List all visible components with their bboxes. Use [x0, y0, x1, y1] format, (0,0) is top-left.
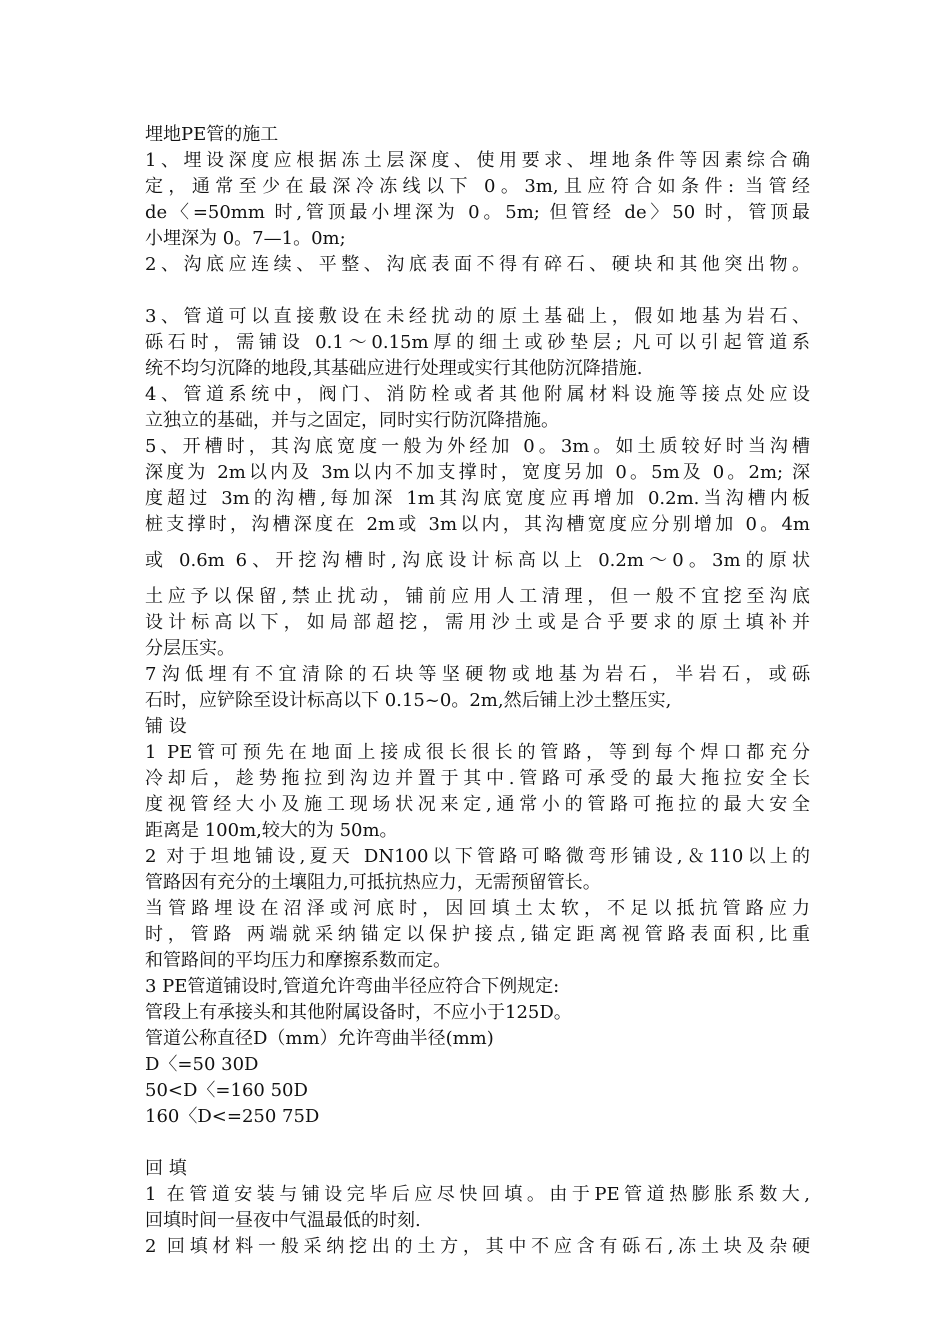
- paragraph-line: 立独立的基础，并与之固定，同时实行防沉降措施。: [145, 410, 559, 431]
- paragraph-line: de〈=50mm 时,管顶最小埋深为 0。5m; 但管经 de〉50 时，管顶最: [145, 202, 810, 223]
- paragraph-line: 1 在管道安装与铺设完毕后应尽快回填。由于PE管道热膨胀系数大,: [145, 1184, 810, 1205]
- paragraph-line: 50<D〈=160 50D: [145, 1080, 308, 1101]
- paragraph-line: 2、沟底应连续、平整、沟底表面不得有碎石、硬块和其他突出物。: [145, 254, 810, 275]
- blank-line: [145, 278, 810, 304]
- document-title: 埋地PE管的施工: [145, 124, 279, 145]
- paragraph-5: [145, 434, 810, 538]
- paragraph-4: [145, 382, 810, 434]
- paragraph-line: 冷却后，趁势拖拉到沟边并置于其中.管路可承受的最大拖拉安全长: [145, 768, 810, 789]
- paragraph-line: 深度为 2m以内及 3m以内不加支撑时，宽度另加 0。5m及 0。2m; 深: [145, 462, 810, 483]
- paragraph-line: 3 PE管道铺设时,管道允许弯曲半径应符合下例规定:: [145, 976, 560, 997]
- paragraph-line: 和管路间的平均压力和摩擦系数而定。: [145, 950, 451, 971]
- paragraph-line: 160〈D<=250 75D: [145, 1106, 320, 1127]
- blank-line: [145, 1130, 810, 1156]
- paragraph-line: 度超过 3m的沟槽,每加深 1m其沟底宽度应再增加 0.2m.当沟槽内板: [145, 488, 810, 509]
- laying-item-1: [145, 740, 810, 844]
- paragraph-line: 7沟低埋有不宜清除的石块等坚硬物或地基为岩石，半岩石，或砾: [145, 664, 810, 685]
- paragraph-line: 土应予以保留,禁止扰动，铺前应用人工清理，但一般不宜挖至沟底: [145, 586, 810, 607]
- laying-item-2-note: [145, 896, 810, 974]
- paragraph-line: 1、埋设深度应根据冻土层深度、使用要求、埋地条件等因素综合确: [145, 150, 810, 171]
- paragraph-line: 管段上有承接头和其他附属设备时，不应小于125D。: [145, 1002, 572, 1023]
- section-heading-backfill: 回 填: [145, 1158, 187, 1179]
- spacer: [145, 538, 810, 548]
- document-body: [145, 122, 810, 1260]
- paragraph-line: 设计标高以下，如局部超挖，需用沙土或是合乎要求的原土填补并: [145, 612, 810, 633]
- backfill-item-2: [145, 1234, 810, 1260]
- paragraph-line: 或 0.6m 6、开挖沟槽时,沟底设计标高以上 0.2m～0。3m的原状: [145, 550, 810, 571]
- paragraph-line: 定，通常至少在最深冷冻线以下 0。3m,且应符合如条件: 当管经: [145, 176, 810, 197]
- paragraph-1: [145, 148, 810, 252]
- paragraph-line: 桩支撑时，沟槽深度在 2m或 3m以内，其沟槽宽度应分别增加 0。4m: [145, 514, 810, 535]
- paragraph-line: 2 回填材料一般采纳挖出的土方，其中不应含有砾石,冻土块及杂硬: [145, 1236, 810, 1257]
- paragraph-line: 度视管经大小及施工现场状况来定,通常小的管路可拖拉的最大安全: [145, 794, 810, 815]
- paragraph-6: [145, 584, 810, 662]
- paragraph-line: 5、开槽时，其沟底宽度一般为外经加 0。3m。如土质较好时当沟槽: [145, 436, 810, 457]
- spacer: [145, 574, 810, 584]
- paragraph-line: 管道公称直径D（mm）允许弯曲半径(mm): [145, 1028, 494, 1049]
- laying-item-3: [145, 974, 810, 1130]
- laying-item-2: [145, 844, 810, 896]
- paragraph-line: 砾石时，需铺设 0.1～0.15m厚的细土或砂垫层; 凡可以引起管道系: [145, 332, 810, 353]
- paragraph-7: [145, 662, 810, 714]
- paragraph-line: 石时，应铲除至设计标高以下 0.15~0。2m,然后铺上沙土整压实,: [145, 690, 672, 711]
- paragraph-line: 距离是 100m,较大的为 50m。: [145, 820, 398, 841]
- paragraph-line: 当管路埋设在沼泽或河底时，因回填土太软，不足以抵抗管路应力: [145, 898, 810, 919]
- paragraph-line: 1 PE管可预先在地面上接成很长很长的管路，等到每个焊口都充分: [145, 742, 810, 763]
- paragraph-line: D〈=50 30D: [145, 1054, 259, 1075]
- backfill-item-1: [145, 1182, 810, 1234]
- paragraph-2: [145, 252, 810, 278]
- section-heading-laying: 铺 设: [145, 716, 187, 737]
- paragraph-line: 管路因有充分的土壤阻力,可抵抗热应力，无需预留管长。: [145, 872, 601, 893]
- paragraph-line: 小埋深为 0。7—1。0m;: [145, 228, 346, 249]
- paragraph-line: 时，管路 两端就采纳锚定以保护接点,锚定距离视管路表面积,比重: [145, 924, 810, 945]
- paragraph-line: 回填时间一昼夜中气温最低的时刻.: [145, 1210, 421, 1231]
- paragraph-line: 统不均匀沉降的地段,其基础应进行处理或实行其他防沉降措施.: [145, 358, 643, 379]
- paragraph-line: 4、管道系统中，阀门、消防栓或者其他附属材料设施等接点处应设: [145, 384, 810, 405]
- paragraph-3: [145, 304, 810, 382]
- paragraph-line: 3、管道可以直接敷设在未经扰动的原土基础上，假如地基为岩石、: [145, 306, 810, 327]
- paragraph-line: 2 对于坦地铺设,夏天 DN100以下管路可略微弯形铺设,＆110以上的: [145, 846, 810, 867]
- paragraph-line: 分层压实。: [145, 638, 235, 659]
